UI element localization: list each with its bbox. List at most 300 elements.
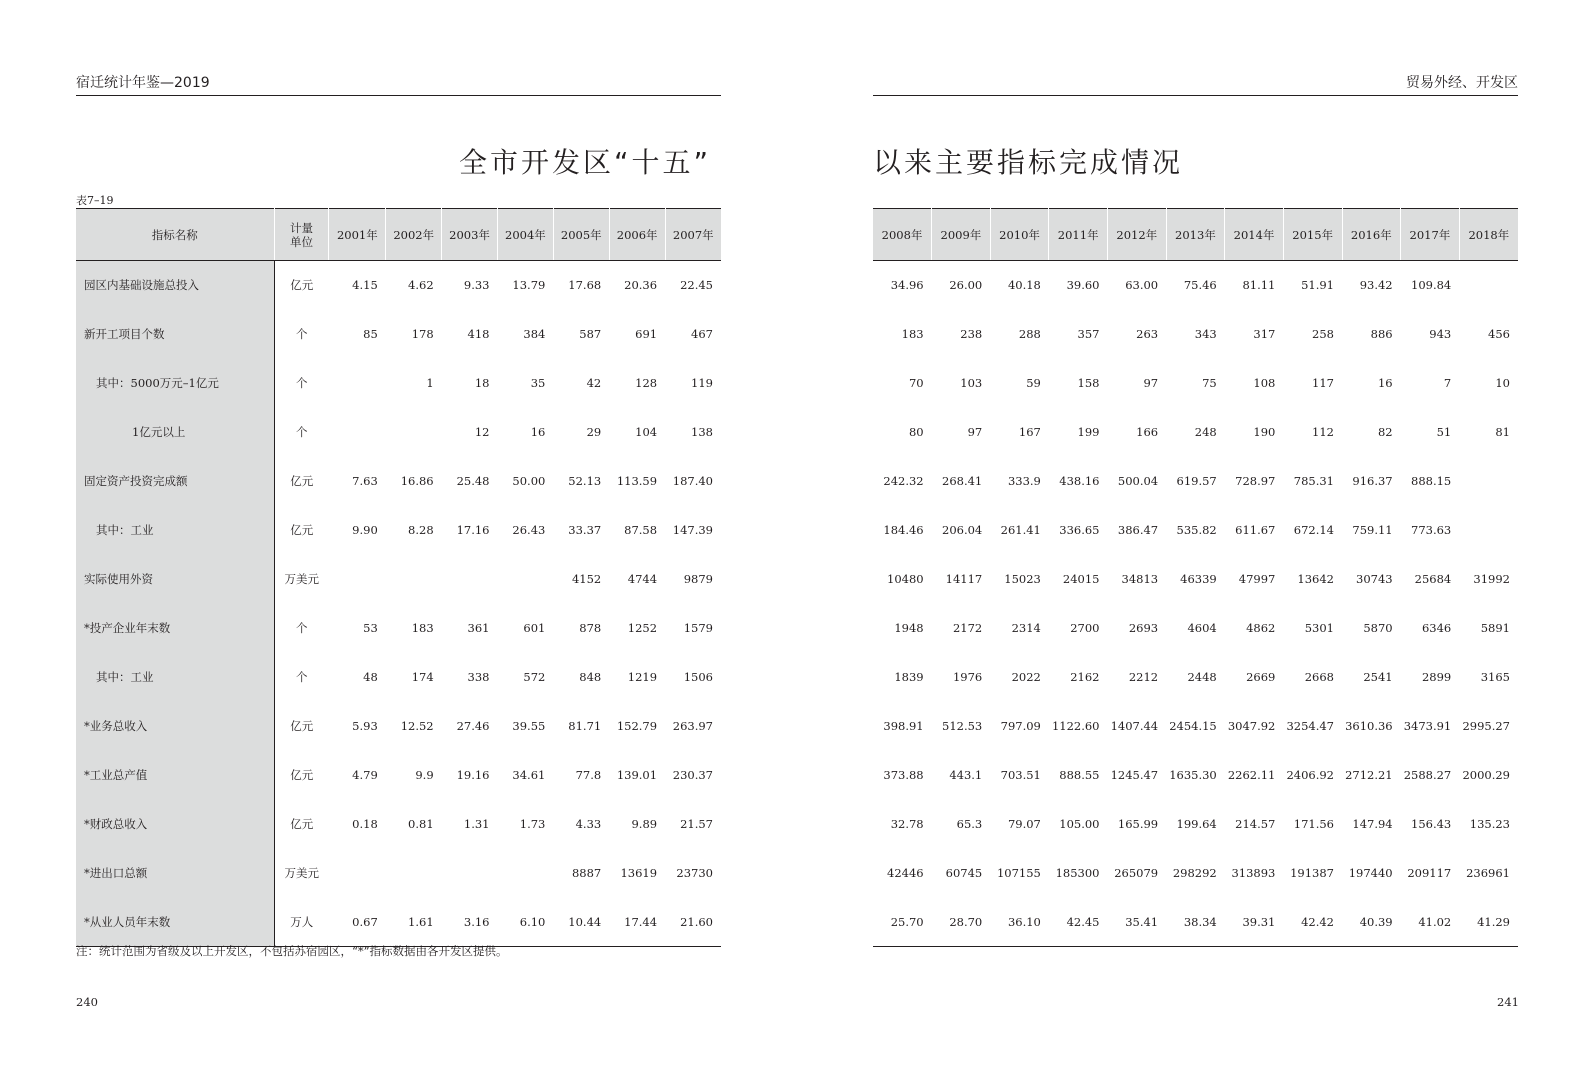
value-cell: 672.14 [1293,523,1334,537]
indicator-name: 新开工项目个数 [76,310,274,359]
value-cell: 611.67 [1235,523,1276,537]
value-cell: 5.93 [352,719,378,733]
value-cell: 943 [1429,327,1452,341]
value-cell: 197440 [1348,866,1393,880]
table-row [873,261,1518,310]
value-cell: 25684 [1414,572,1452,586]
unit-cell: 个 [274,653,329,702]
value-cell: 333.9 [1007,474,1041,488]
value-cell [386,849,442,898]
value-cell: 797.09 [1000,719,1041,733]
value-cell: 93.42 [1359,278,1393,293]
value-cell: 152.79 [616,719,658,733]
value-cell: 60745 [945,866,983,880]
value-cell: 467 [691,327,713,341]
value-cell: 728.97 [1235,474,1276,488]
table-row [873,310,1518,359]
value-cell: 13619 [620,866,658,880]
indicator-name: 其中：工业 [76,506,274,555]
value-cell: 40.18 [1007,278,1041,293]
left-data-table [76,208,721,947]
value-cell: 19.16 [456,768,490,782]
value-cell: 3254.47 [1286,719,1334,733]
value-cell: 13.79 [512,278,546,293]
value-cell: 3610.36 [1345,719,1393,733]
value-cell: 21.60 [680,914,713,929]
value-cell: 10.44 [568,914,602,929]
value-cell: 25.48 [456,474,490,488]
table-row [873,555,1518,604]
value-cell: 51.91 [1301,278,1334,293]
header-year: 2003年 [442,209,498,261]
value-cell: 81 [1495,425,1510,439]
value-cell: 2712.21 [1345,768,1393,782]
value-cell: 456 [1488,327,1510,341]
value-cell: 1252 [627,621,658,635]
value-cell: 17.16 [456,523,490,537]
value-cell: 77.8 [575,768,602,782]
value-cell: 9.90 [352,523,378,537]
value-cell: 691 [635,327,658,341]
header-unit-line2: 单位 [289,234,313,249]
value-cell: 2162 [1070,670,1100,684]
value-cell: 17.44 [624,914,658,929]
header-unit [274,209,329,261]
value-cell: 916.37 [1352,474,1393,488]
header-year: 2011年 [1049,209,1108,261]
value-cell: 51 [1436,425,1452,439]
table-row [76,800,721,849]
indicator-name: *业务总收入 [76,702,274,751]
table-row [873,506,1518,555]
header-year: 2001年 [329,209,386,261]
value-cell: 3473.91 [1403,719,1452,733]
unit-cell: 个 [274,408,329,457]
value-cell: 572 [523,670,546,684]
value-cell: 2172 [952,621,983,635]
value-cell: 26.43 [512,523,546,537]
running-head-right: 贸易外经、开发区 [873,73,1518,96]
header-year: 2009年 [932,209,991,261]
value-cell: 236961 [1466,866,1510,880]
value-cell: 1.31 [463,817,490,831]
value-cell: 34.96 [890,278,924,293]
value-cell: 185300 [1055,866,1100,880]
value-cell: 174 [411,670,434,684]
value-cell: 31992 [1473,572,1510,586]
indicator-name: 1亿元以上 [76,408,274,457]
table-row [873,408,1518,457]
value-cell: 261.41 [1000,523,1041,537]
value-cell: 184.46 [883,523,924,537]
value-cell: 41.29 [1477,914,1510,929]
value-cell: 7.63 [352,474,378,488]
value-cell: 9879 [683,572,713,586]
value-cell: 888.15 [1411,474,1452,488]
value-cell: 12.52 [400,719,434,733]
value-cell: 587 [579,327,602,341]
value-cell: 190 [1253,425,1276,439]
value-cell [1459,457,1518,506]
value-cell: 14117 [945,572,983,586]
indicator-name: 其中：工业 [76,653,274,702]
value-cell: 2262.11 [1227,768,1276,782]
value-cell: 81.71 [568,719,602,733]
value-cell: 32.78 [890,817,924,831]
value-cell: 0.67 [352,914,378,929]
indicator-name: *投产企业年末数 [76,604,274,653]
value-cell: 135.23 [1469,817,1510,831]
table-row [76,849,721,898]
value-cell: 63.00 [1125,278,1159,293]
value-cell: 238 [960,327,983,341]
value-cell: 373.88 [883,768,924,782]
value-cell [1459,261,1518,310]
indicator-name: 固定资产投资完成额 [76,457,274,506]
value-cell: 42 [586,376,602,390]
value-cell: 81.11 [1242,278,1276,293]
value-cell [498,555,554,604]
value-cell: 535.82 [1176,523,1217,537]
value-cell: 268.41 [942,474,983,488]
value-cell: 886 [1370,327,1393,341]
value-cell: 8.28 [408,523,434,537]
value-cell: 119 [691,376,713,390]
value-cell: 79.07 [1007,817,1041,831]
unit-cell: 亿元 [274,800,329,849]
value-cell [498,849,554,898]
table-row [76,359,721,408]
value-cell [442,555,498,604]
value-cell: 36.10 [1007,914,1041,929]
value-cell: 41.02 [1418,914,1452,929]
header-year: 2005年 [553,209,609,261]
value-cell: 2693 [1128,621,1159,635]
value-cell: 6346 [1421,621,1452,635]
header-year: 2004年 [498,209,554,261]
value-cell: 171.56 [1293,817,1334,831]
value-cell: 8887 [571,866,602,880]
value-cell: 108 [1253,376,1276,390]
value-cell: 16 [1377,376,1393,390]
value-cell: 15023 [1004,572,1041,586]
indicator-name: *工业总产值 [76,751,274,800]
value-cell: 80 [908,425,924,439]
value-cell: 443.1 [949,768,983,782]
value-cell: 4744 [627,572,658,586]
right-page [793,0,1587,1077]
indicator-name: 园区内基础设施总投入 [76,261,274,310]
value-cell: 178 [411,327,434,341]
header-year: 2015年 [1283,209,1342,261]
value-cell: 30743 [1356,572,1393,586]
value-cell: 75.46 [1183,278,1217,293]
value-cell: 33.37 [568,523,602,537]
table-row [76,653,721,702]
value-cell: 5301 [1304,621,1334,635]
table-row [76,457,721,506]
value-cell: 42.45 [1066,914,1100,929]
value-cell: 59 [1026,376,1041,390]
unit-cell: 个 [274,310,329,359]
value-cell: 199.64 [1176,817,1217,831]
table-row [873,898,1518,947]
value-cell: 199 [1077,425,1100,439]
right-data-table [873,208,1518,947]
value-cell: 42446 [887,866,924,880]
value-cell: 1635.30 [1169,768,1217,782]
unit-cell: 个 [274,359,329,408]
value-cell: 1 [426,376,434,390]
left-page [0,0,793,1077]
value-cell: 112 [1312,425,1334,439]
value-cell: 5870 [1363,621,1393,635]
value-cell: 1122.60 [1051,719,1100,733]
value-cell: 191387 [1290,866,1334,880]
value-cell: 85 [363,327,378,341]
value-cell: 418 [467,327,490,341]
value-cell: 97 [967,425,983,439]
value-cell: 107155 [996,866,1041,880]
value-cell: 165.99 [1117,817,1159,831]
indicator-name: *财政总收入 [76,800,274,849]
value-cell: 386.47 [1117,523,1159,537]
header-unit-line1: 计量 [289,220,313,235]
header-year: 2006年 [609,209,665,261]
value-cell: 9.33 [463,278,490,293]
value-cell [329,555,386,604]
value-cell: 258 [1312,327,1334,341]
value-cell: 1407.44 [1110,719,1159,733]
value-cell: 361 [467,621,490,635]
value-cell: 42.42 [1301,914,1334,929]
value-cell: 336.65 [1059,523,1100,537]
value-cell: 113.59 [616,474,658,488]
unit-cell: 万美元 [274,555,329,604]
value-cell: 27.46 [456,719,490,733]
value-cell: 3.16 [463,914,490,929]
header-year: 2008年 [873,209,932,261]
value-cell: 438.16 [1059,474,1100,488]
value-cell: 343 [1194,327,1217,341]
table-row [76,898,721,947]
indicator-name: *从业人员年末数 [76,898,274,947]
value-cell: 759.11 [1352,523,1393,537]
value-cell: 206.04 [942,523,983,537]
value-cell: 34.61 [512,768,546,782]
table-title-part-2: 以来主要指标完成情况 [873,145,1184,179]
value-cell: 848 [579,670,602,684]
value-cell: 2212 [1128,670,1159,684]
table-row [76,408,721,457]
value-cell: 53 [363,621,378,635]
page-number-right: 241 [1497,995,1519,1009]
value-cell: 109.84 [1411,278,1452,293]
table-title-part-1: 全市开发区“十五” [458,145,711,179]
table-row [873,849,1518,898]
value-cell: 619.57 [1176,474,1217,488]
value-cell: 0.81 [408,817,434,831]
value-cell: 2588.27 [1403,768,1452,782]
value-cell: 12 [474,425,490,439]
value-cell: 2899 [1421,670,1452,684]
value-cell: 2454.15 [1169,719,1217,733]
unit-cell: 亿元 [274,457,329,506]
header-indicator-name: 指标名称 [76,209,274,261]
value-cell: 139.01 [616,768,658,782]
header-year: 2002年 [386,209,442,261]
value-cell: 773.63 [1411,523,1452,537]
right-header-row [873,209,1518,261]
value-cell: 20.36 [624,278,658,293]
value-cell: 1245.47 [1110,768,1159,782]
value-cell: 18 [474,376,490,390]
value-cell: 878 [579,621,602,635]
value-cell: 166 [1136,425,1159,439]
table-row [76,506,721,555]
value-cell: 4.62 [408,278,434,293]
value-cell: 167 [1018,425,1041,439]
value-cell [386,555,442,604]
value-cell: 117 [1312,376,1334,390]
table-row [873,800,1518,849]
header-year: 2017年 [1401,209,1460,261]
value-cell: 10480 [887,572,924,586]
value-cell [386,408,442,457]
value-cell: 50.00 [512,474,546,488]
value-cell: 4152 [571,572,602,586]
table-row [76,751,721,800]
value-cell: 17.68 [568,278,602,293]
header-year: 2007年 [665,209,721,261]
value-cell: 338 [467,670,490,684]
table-row [76,261,721,310]
value-cell: 21.57 [680,817,713,831]
value-cell: 4.15 [352,278,378,293]
value-cell: 65.3 [956,817,983,831]
value-cell: 128 [635,376,658,390]
value-cell: 47997 [1238,572,1276,586]
value-cell: 35.41 [1125,914,1159,929]
value-cell: 703.51 [1000,768,1041,782]
value-cell: 4604 [1187,621,1217,635]
value-cell: 9.9 [415,768,434,782]
value-cell: 4.33 [575,817,602,831]
value-cell: 263.97 [672,719,713,733]
value-cell: 104 [635,425,658,439]
value-cell: 2000.29 [1462,768,1510,782]
value-cell: 40.39 [1359,914,1393,929]
indicator-name: *进出口总额 [76,849,274,898]
value-cell: 16 [530,425,546,439]
unit-cell: 亿元 [274,702,329,751]
table-row [76,555,721,604]
header-year: 2012年 [1108,209,1167,261]
value-cell [329,849,386,898]
unit-cell: 万美元 [274,849,329,898]
value-cell: 183 [411,621,434,635]
value-cell: 13642 [1297,572,1334,586]
value-cell: 22.45 [680,278,713,293]
value-cell: 2995.27 [1462,719,1510,733]
unit-cell: 亿元 [274,751,329,800]
value-cell: 1506 [683,670,713,684]
value-cell: 75 [1202,376,1217,390]
value-cell: 35 [530,376,546,390]
value-cell: 248 [1194,425,1217,439]
value-cell: 317 [1253,327,1276,341]
value-cell: 1.61 [408,914,434,929]
value-cell: 1976 [952,670,983,684]
value-cell: 16.86 [400,474,434,488]
running-head-left: 宿迁统计年鉴—2019 [76,73,721,96]
value-cell: 52.13 [568,474,602,488]
value-cell: 1219 [627,670,658,684]
value-cell: 6.10 [519,914,546,929]
left-header-row [76,209,721,261]
table-row [76,310,721,359]
value-cell: 2314 [1011,621,1041,635]
value-cell: 398.91 [883,719,924,733]
value-cell: 4862 [1246,621,1276,635]
value-cell: 105.00 [1059,817,1100,831]
value-cell [442,849,498,898]
header-year: 2016年 [1342,209,1401,261]
value-cell: 2669 [1246,670,1276,684]
table-row [873,359,1518,408]
value-cell: 26.00 [949,278,983,293]
table-row [873,702,1518,751]
indicator-name: 实际使用外资 [76,555,274,604]
value-cell: 265079 [1114,866,1159,880]
value-cell: 1.73 [519,817,546,831]
value-cell: 2406.92 [1286,768,1334,782]
value-cell: 24015 [1062,572,1100,586]
value-cell: 313893 [1231,866,1276,880]
value-cell: 2700 [1070,621,1100,635]
table-row [76,702,721,751]
value-cell [1459,506,1518,555]
value-cell: 39.55 [512,719,546,733]
table-row [873,653,1518,702]
unit-cell: 个 [274,604,329,653]
value-cell: 147.94 [1352,817,1393,831]
value-cell: 512.53 [942,719,983,733]
value-cell: 39.60 [1066,278,1100,293]
value-cell: 5891 [1480,621,1510,635]
unit-cell: 亿元 [274,506,329,555]
value-cell: 103 [960,376,983,390]
value-cell: 209117 [1407,866,1452,880]
value-cell: 48 [363,670,378,684]
value-cell: 10 [1495,376,1510,390]
value-cell: 263 [1136,327,1159,341]
value-cell: 156.43 [1411,817,1452,831]
table-row [76,604,721,653]
value-cell: 500.04 [1117,474,1159,488]
value-cell: 4.79 [352,768,378,782]
header-year: 2013年 [1166,209,1225,261]
page-number-left: 240 [76,995,98,1009]
value-cell: 1579 [683,621,713,635]
table-row [873,751,1518,800]
value-cell: 147.39 [672,523,713,537]
value-cell: 9.89 [631,817,658,831]
value-cell: 2022 [1011,670,1041,684]
header-year: 2010年 [990,209,1049,261]
indicator-name: 其中：5000万元–1亿元 [76,359,274,408]
value-cell: 1948 [894,621,924,635]
